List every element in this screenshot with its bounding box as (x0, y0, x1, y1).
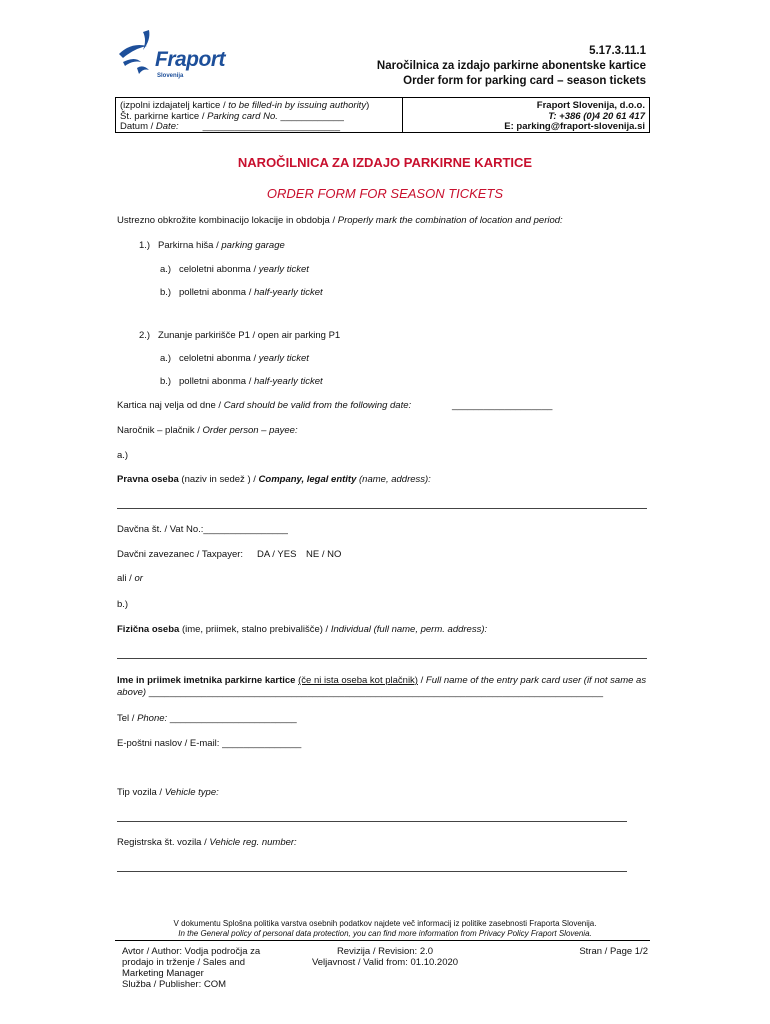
option-parking-garage[interactable]: 1.) Parkirna hiša / parking garage (139, 240, 285, 251)
privacy-note-en: In the General policy of personal data protection, you can find more information from Privacy Policy Fraport Slovenia. (178, 929, 592, 938)
valid-from-field[interactable]: ___________________ (452, 400, 553, 411)
option-garage-half-yearly[interactable]: b.) polletni abonma / half-yearly ticket (160, 287, 323, 298)
info-box (115, 97, 650, 133)
instruction: Ustrezno obkrožite kombinacijo lokacije in obdobja / Properly mark the combination of location and period: (117, 215, 563, 226)
form-subtitle: ORDER FORM FOR SEASON TICKETS (266, 186, 504, 201)
logo-wordmark: Fraport (155, 48, 225, 71)
company-name: Fraport Slovenija, d.o.o. (536, 100, 645, 111)
document-title-sl: Naročilnica za izdajo parkirne abonentske kartice (376, 60, 646, 72)
email-field[interactable]: E-poštni naslov / E-mail: _______________ (117, 738, 302, 749)
card-holder-label: Ime in priimek imetnika parkirne kartice (če ni ista oseba kot plačnik) / Full name of the entry park card user (if not same as (117, 675, 647, 686)
form-title: NAROČILNICA ZA IZDAJO PARKIRNE KARTICE (237, 155, 533, 170)
vehicle-type-field[interactable] (117, 821, 627, 822)
legal-entity-field[interactable] (117, 508, 647, 509)
document-title-en: Order form for parking card – season tickets (403, 75, 646, 87)
legal-entity-label: Pravna oseba (naziv in sedež ) / Company, legal entity (name, address): (117, 474, 431, 485)
option-open-air-yearly[interactable]: a.) celoletni abonma / yearly ticket (160, 353, 309, 364)
parking-card-number-field[interactable]: Št. parkirne kartice / Parking card No. ____________ (120, 110, 344, 122)
vat-number-field[interactable]: Davčna št. / Vat No.:________________ (117, 524, 288, 535)
footer-revision: Revizija / Revision: 2.0 Veljavnost / Valid from: 01.10.2020 (311, 946, 459, 968)
document-header (377, 44, 646, 89)
vehicle-reg-field[interactable] (117, 871, 627, 872)
vehicle-reg-label: Registrska št. vozila / Vehicle reg. number: (117, 837, 297, 848)
issue-date-field[interactable]: Datum / Date: __________________________ (120, 121, 340, 132)
taxpayer-yes-option[interactable]: DA / YES (257, 549, 297, 560)
company-contact (504, 101, 645, 133)
option-a-label: a.) (117, 450, 129, 461)
or-label: ali / or (117, 573, 143, 584)
option-open-air-half-yearly[interactable]: b.) polletni abonma / half-yearly ticket (160, 376, 323, 387)
document-code: 5.17.3.11.1 (589, 45, 646, 57)
logo-swoosh-icon (113, 28, 161, 78)
footer-page-number: Stran / Page 1/2 (579, 946, 648, 957)
option-open-air-parking[interactable]: 2.) Zunanje parkirišče P1 / open air parking P1 (139, 330, 341, 341)
issuer-fields (116, 98, 403, 132)
taxpayer-label: Davčni zavezanec / Taxpayer: (117, 549, 244, 560)
individual-field[interactable] (117, 658, 647, 659)
valid-from-label: Kartica naj velja od dne / Card should be valid from the following date: (117, 400, 412, 411)
option-b-label: b.) (117, 599, 129, 610)
privacy-note-sl: V dokumentu Splošna politika varstva osebnih podatkov najdete več informacij iz politike zasebnosti Fraporta Slovenija. (173, 919, 597, 928)
vehicle-type-label: Tip vozila / Vehicle type: (117, 787, 219, 798)
phone-field[interactable]: Tel / Phone: ________________________ (117, 713, 297, 724)
orderer-label: Naročnik – plačnik / Order person – payee: (117, 425, 298, 436)
footer-author: Avtor / Author: Vodja področja za prodajo in trženje / Sales and Marketing Manager Služba / Publisher: COM (122, 946, 261, 990)
logo-subtitle: Slovenija (157, 73, 184, 79)
company-phone: T: +386 (0)4 20 61 417 (548, 110, 645, 122)
taxpayer-no-option[interactable]: NE / NO (306, 549, 342, 560)
card-holder-field[interactable]: above) ______________________________________________________________________________________ (117, 687, 604, 698)
issuer-note: (izpolni izdajatelj kartice / to be filled-in by issuing authority) (120, 100, 370, 111)
option-garage-yearly[interactable]: a.) celoletni abonma / yearly ticket (160, 264, 309, 275)
footer-divider (115, 940, 650, 941)
individual-label: Fizična oseba (ime, priimek, stalno prebivališče) / Individual (full name, perm. address): (117, 624, 488, 635)
company-email: E: parking@fraport-slovenija.si (504, 121, 645, 132)
